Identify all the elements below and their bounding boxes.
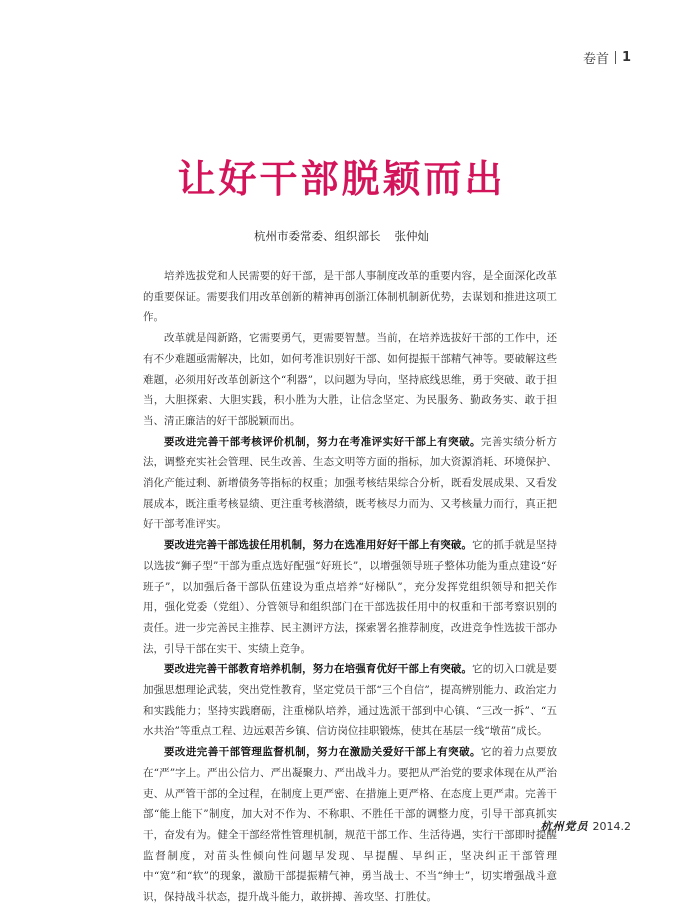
paragraph-text: 培养选拔党和人民需要的好干部，是干部人事制度改革的重要内容，是全面深化改革的重要保证。需要我们用改革创新的精神再创浙江体制机制新优势，去谋划和推进这项工作。	[143, 270, 557, 324]
magazine-logo: 杭州党员	[540, 820, 589, 833]
author-name: 张仲灿	[394, 229, 429, 243]
paragraph-6	[143, 742, 557, 908]
paragraph-4	[143, 535, 557, 659]
article-body	[143, 266, 557, 908]
paragraph-lead: 要改进完善干部教育培养机制，努力在培强育优好干部上有突破。	[164, 663, 473, 676]
running-header	[583, 48, 631, 67]
paragraph-lead: 要改进完善干部考核评价机制，努力在考准评实好干部上有突破。	[164, 435, 481, 448]
page-footer	[541, 818, 632, 834]
paragraph-3	[143, 432, 557, 536]
paragraph-lead: 要改进完善干部选拔任用机制，努力在选准用好好干部上有突破。	[164, 539, 473, 552]
paragraph-2	[143, 328, 557, 432]
paragraph-1	[143, 266, 557, 328]
byline	[0, 228, 683, 244]
paragraph-text: 改革就是闯新路，它需要勇气，更需要智慧。当前，在培养选拔好干部的工作中，还有不少难题亟需解决，比如，如何考准识别好干部、如何提振干部精气神等。要破解这些难题，必须用好改革创新这个“利器”，以问题为导向，坚持底线思维，勇于突破、敢于担当，大胆探索、大胆实践，积小胜为大胜，让信念坚定、为民服务、勤政务实、敢于担当、清正廉洁的好干部脱颖而出。	[143, 332, 557, 427]
paragraph-text: 完善实绩分析方法，调整充实社会管理、民生改善、生态文明等方面的指标，加大资源消耗、环境保护、消化产能过剩、新增债务等指标的权重；加强考核结果综合分析，既看发展成果、又看发展成本，既注重考核显绩、更注重考核潜绩，既考核尽力而为、又考核量力而行，真正把好干部考准评实。	[143, 435, 558, 531]
section-label: 卷首	[582, 52, 609, 67]
issue-number: 2014.2	[592, 819, 631, 833]
page-number: 1	[621, 50, 631, 65]
article-title: 让好干部脱颖而出	[177, 156, 506, 201]
paragraph-text: 它的抓手就是坚持以选拔“狮子型”干部为重点选好配强“好班长”，以增强领导班子整体功能为重点建设“好班子”，以加强后备干部队伍建设为重点培养“好梯队”，充分发挥党组织领导和把关作用，强化党委（党组）、分管领导和组织部门在干部选拔任用中的权重和干部考察识别的责任。进一步完善民主推荐、民主测评方法，探索署名推荐制度，改进竞争性选拔干部办法，引导干部在实干、实绩上竞争。	[143, 539, 557, 655]
paragraph-text: 它的着力点要放在“严”字上。严出公信力、严出凝聚力、严出战斗力。要把从严治党的要求体现在从严治吏、从严管干部的全过程，在制度上更严密、在措施上更严格、在态度上更严肃。完善干部“能上能下”制度，加大对不作为、不称职、不胜任干部的调整力度，引导干部真抓实干，奋发有为。健全干部经常性管理机制，规范干部工作、生活待遇，实行干部即时提醒监督制度，对苗头性倾向性问题早发现、早提醒、早纠正，坚决纠正干部管理中“宽”和“软”的现象，激励干部提振精气神，勇当战士、不当“绅士”，切实增强战斗意识，保持战斗状态，提升战斗能力，敢拼搏、善攻坚、打胜仗。	[143, 746, 558, 904]
author-role: 杭州市委常委、组织部长	[254, 229, 381, 243]
header-divider	[615, 51, 616, 64]
paragraph-lead: 要改进完善干部管理监督机制，努力在激励关爱好干部上有突破。	[164, 746, 481, 759]
paragraph-5	[143, 659, 557, 742]
paragraph-text: 它的切入口就是要加强思想理论武装，突出党性教育，坚定党员干部“三个自信”，提高辨别能力、政治定力和实践能力；坚持实践磨砺，注重梯队培养，通过选派干部到中心镇、“三改一拆”、“五水共治”等重点工程、边远艰苦乡镇、信访岗位挂职锻炼，使其在基层一线“墩苗”成长。	[143, 663, 557, 738]
